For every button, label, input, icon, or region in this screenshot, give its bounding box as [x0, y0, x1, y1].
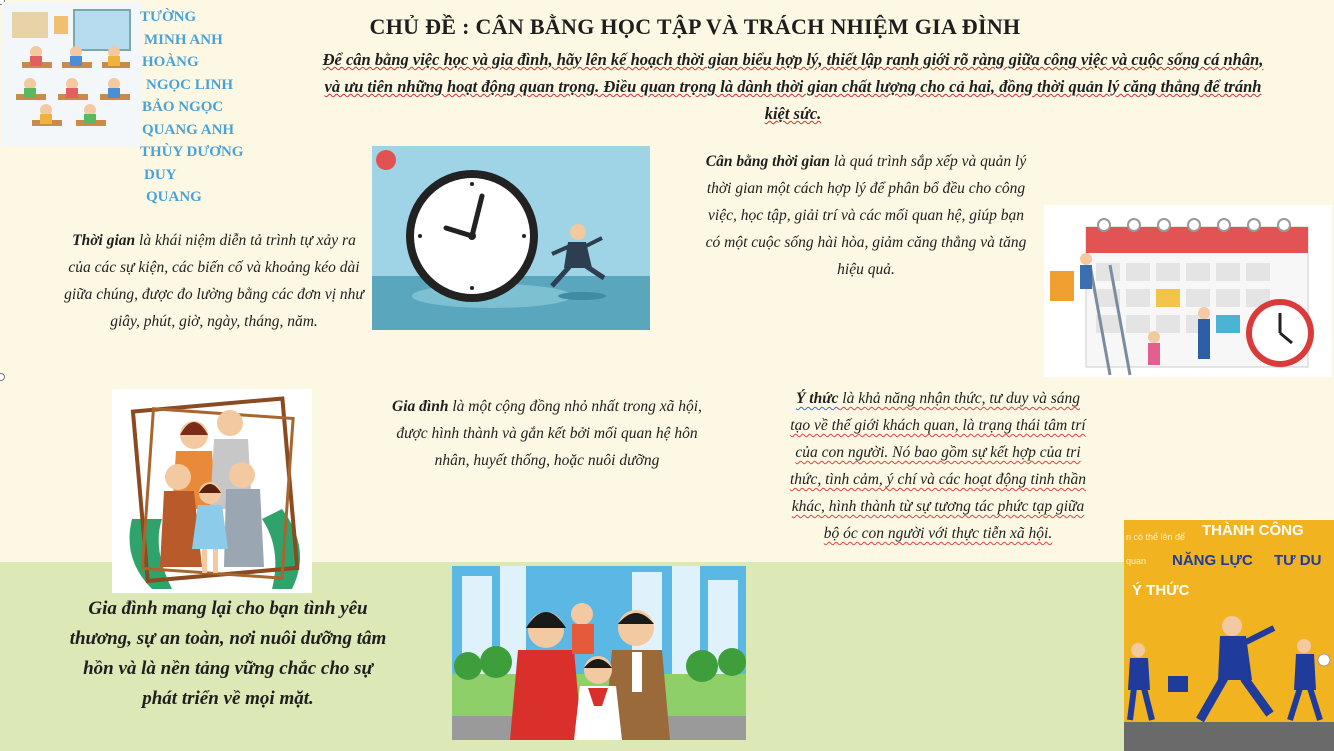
family-definition-text: là một cộng đồng nhỏ nhất trong xã hội, được hình thành và gắn kết bởi mối quan hệ hôn nhân, huyết thống, hoặc nuôi dưỡng — [396, 398, 702, 469]
time-balance-definition — [700, 148, 1032, 283]
time-definition-text: là khái niệm diễn tả trình tự xảy ra của các sự kiện, các biến cố và khoảng kéo dài giữa chúng, được đo lường bằng các đơn vị như giây, phút, giờ, ngày, tháng, năm. — [64, 232, 364, 330]
poster-small-text: quan — [1126, 556, 1147, 566]
poster-awareness-label: Ý THỨC — [1132, 582, 1190, 599]
classroom-illustration — [2, 2, 142, 146]
member-name: QUANG — [146, 189, 202, 205]
member-name: HOÀNG — [142, 54, 199, 70]
member-name: TƯỜNG — [140, 9, 197, 25]
poster-ability-label: NĂNG LỰC — [1172, 552, 1253, 569]
family-closing-statement: Gia đình mang lại cho bạn tình yêu thương, sự an toàn, nơi nuôi dưỡng tâm hồn và là nền tảng vững chắc cho sự phát triển về mọi mặt. — [69, 598, 387, 709]
awareness-definition — [788, 385, 1088, 547]
clock-runner-illustration — [372, 146, 650, 330]
poster-success-label: THÀNH CÔNG — [1202, 522, 1304, 539]
intro-text: Để cân bằng việc học và gia đình, hãy lên kế hoạch thời gian biểu hợp lý, thiết lập ranh giới rõ ràng giữa công việc và cuộc sống cá nhân, và ưu tiên những hoạt động quan trọng. Điều quan trọng là dành thời gian chất lượng cho cả hai, đồng thời quản lý căng thẳng để tránh kiệt sức. — [322, 50, 1264, 123]
intro-paragraph — [318, 46, 1268, 127]
time-definition — [64, 227, 364, 335]
member-name: NGỌC LINH — [146, 76, 234, 93]
member-name: QUANG ANH — [142, 121, 235, 138]
awareness-definition-text: là khả năng nhận thức, tư duy và sáng tạo về thế giới khách quan, là trạng thái tâm trí của con người. Nó bao gồm sự kết hợp của tri thức, tình cảm, ý chí và các hoạt động tinh thần khác, hình thành từ sự tương tác phức tạp giữa bộ óc con người với thực tiễn xã hội. — [789, 390, 1086, 542]
success-poster — [1124, 520, 1334, 751]
family-city-illustration — [452, 566, 746, 740]
member-name: MINH ANH — [144, 31, 223, 48]
term-time: Thời gian — [72, 232, 136, 249]
page-title: CHỦ ĐỀ : CÂN BẰNG HỌC TẬP VÀ TRÁCH NHIỆM GIA ĐÌNH — [369, 14, 1021, 39]
poster-small-text: n có thể lên để — [1126, 532, 1186, 542]
term-time-balance: Cân bằng thời gian — [705, 153, 830, 170]
member-name: THÙY DƯƠNG — [140, 144, 244, 160]
member-name: DUY — [144, 166, 177, 183]
family-definition — [392, 393, 702, 474]
poster-thinking-label: TƯ DU — [1274, 552, 1322, 569]
term-family: Gia đình — [392, 398, 449, 415]
group-member-names — [140, 6, 280, 209]
calendar-illustration — [1044, 205, 1332, 377]
member-name: BẢO NGỌC — [142, 99, 224, 115]
family-portrait-illustration — [112, 389, 312, 593]
time-balance-text: là quá trình sắp xếp và quản lý thời gian một cách hợp lý để phân bổ đều cho công việc, học tập, giải trí và các mối quan hệ, giúp bạn có một cuộc sống hài hòa, giảm căng thẳng và tăng hiệu quả. — [705, 153, 1027, 278]
term-awareness: Ý thức — [795, 390, 839, 407]
